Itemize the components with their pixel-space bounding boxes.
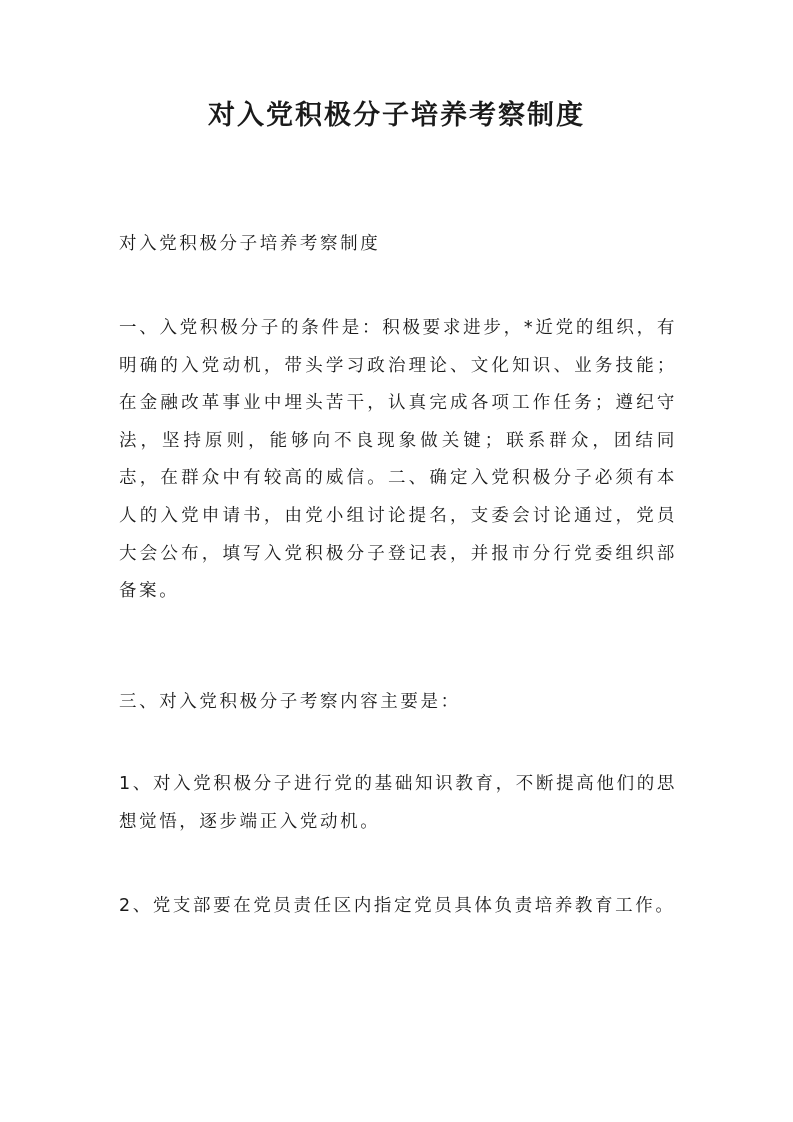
paragraph-item-2: 2、党支部要在党员责任区内指定党员具体负责培养教育工作。 bbox=[119, 896, 676, 916]
document-title: 对入党积极分子培养考察制度 bbox=[208, 100, 585, 131]
paragraph-section-three: 三、对入党积极分子考察内容主要是： bbox=[119, 692, 461, 712]
document-subtitle: 对入党积极分子培养考察制度 bbox=[119, 234, 381, 254]
paragraph-section-one-two: 一、入党积极分子的条件是：积极要求进步，*近党的组织，有明确的入党动机，带头学习政治理论、文化知识、业务技能；在金融改革事业中埋头苦干，认真完成各项工作任务；遵纪守法，坚持原则，能够向不良现象做关键；联系群众，团结同志，在群众中有较高的威信。二、确定入党积极分子必须有本人的入党申请书，由党小组讨论提名，支委会讨论通过，党员大会公布，填写入党积极分子登记表，并报市分行党委组织部备案。 bbox=[119, 318, 677, 602]
paragraph-item-1: 1、对入党积极分子进行党的基础知识教育，不断提高他们的思想觉悟，逐步端正入党动机。 bbox=[119, 774, 677, 832]
